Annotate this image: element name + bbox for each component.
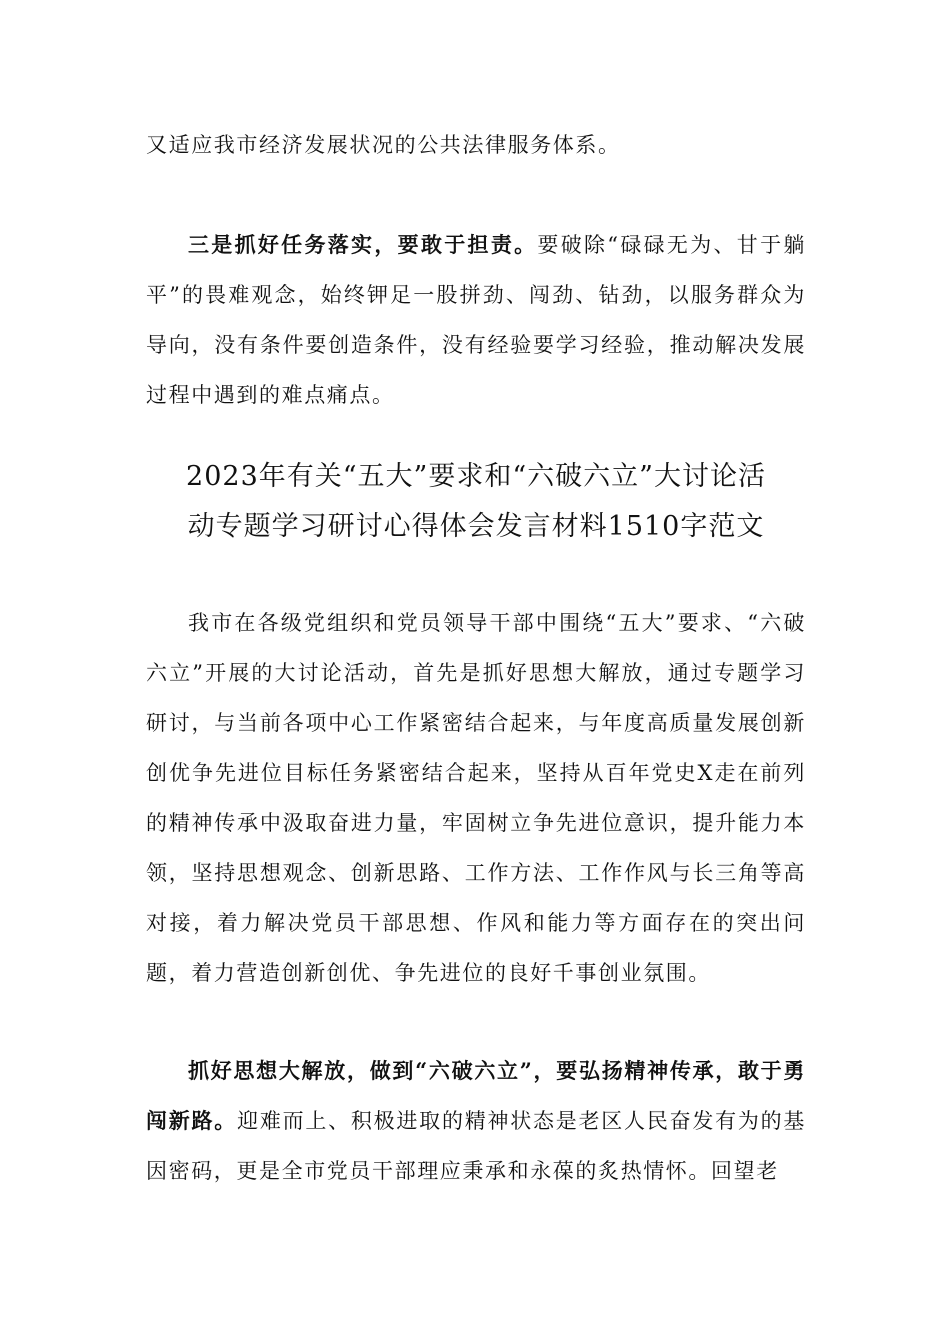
title-line-1: 2023年有关“五大”要求和“六破六立”大讨论活	[186, 461, 766, 492]
paragraph-text: 我市在各级党组织和党员领导干部中围绕“五大”要求、“六破六立”开展的大讨论活动，首先是抓好思想大解放，通过专题学习研讨，与当前各项中心工作紧密结合起来，与年度高质量发展创新创优争先进位目标任务紧密结合起来，坚持从百年党史X走在前列的精神传承中汲取奋进力量，牢固树立争先进位意识，提升能力本领，坚持思想观念、创新思路、工作方法、工作作风与长三角等高对接，着力解决党员干部思想、作风和能力等方面存在的突出问题，着力营造创新创优、争先进位的良好千事创业氛围。	[146, 611, 806, 985]
paragraph-intro	[146, 598, 806, 998]
paragraph-text: 又适应我市经济发展状况的公共法律服务体系。	[146, 133, 621, 157]
paragraph-text: 迎难而上、积极进取的精神状态是老区人民奋发有为的基因密码，更是全市党员干部理应秉承和永葆的炙热情怀。回望老	[146, 1109, 806, 1183]
paragraph-lead: 抓好思想大解放，做到“六破六立”，要弘扬精神传承，敢于勇闯新路。	[146, 1058, 806, 1133]
paragraph-closing-line	[146, 120, 806, 170]
paragraph-point-three	[146, 220, 806, 420]
paragraph-text: 要破除“碌碌无为、甘于躺平”的畏难观念，始终钾足一股拼劲、闯劲、钻劲，以服务群众为导向，没有条件要创造条件，没有经验要学习经验，推动解决发展过程中遇到的难点痛点。	[146, 233, 806, 407]
paragraph-lead: 三是抓好任务落实，要敢于担责。	[188, 232, 538, 257]
document-title	[120, 452, 832, 552]
title-line-2: 动专题学习研讨心得体会发言材料1510字范文	[187, 511, 765, 542]
paragraph-section-one	[146, 1046, 806, 1196]
